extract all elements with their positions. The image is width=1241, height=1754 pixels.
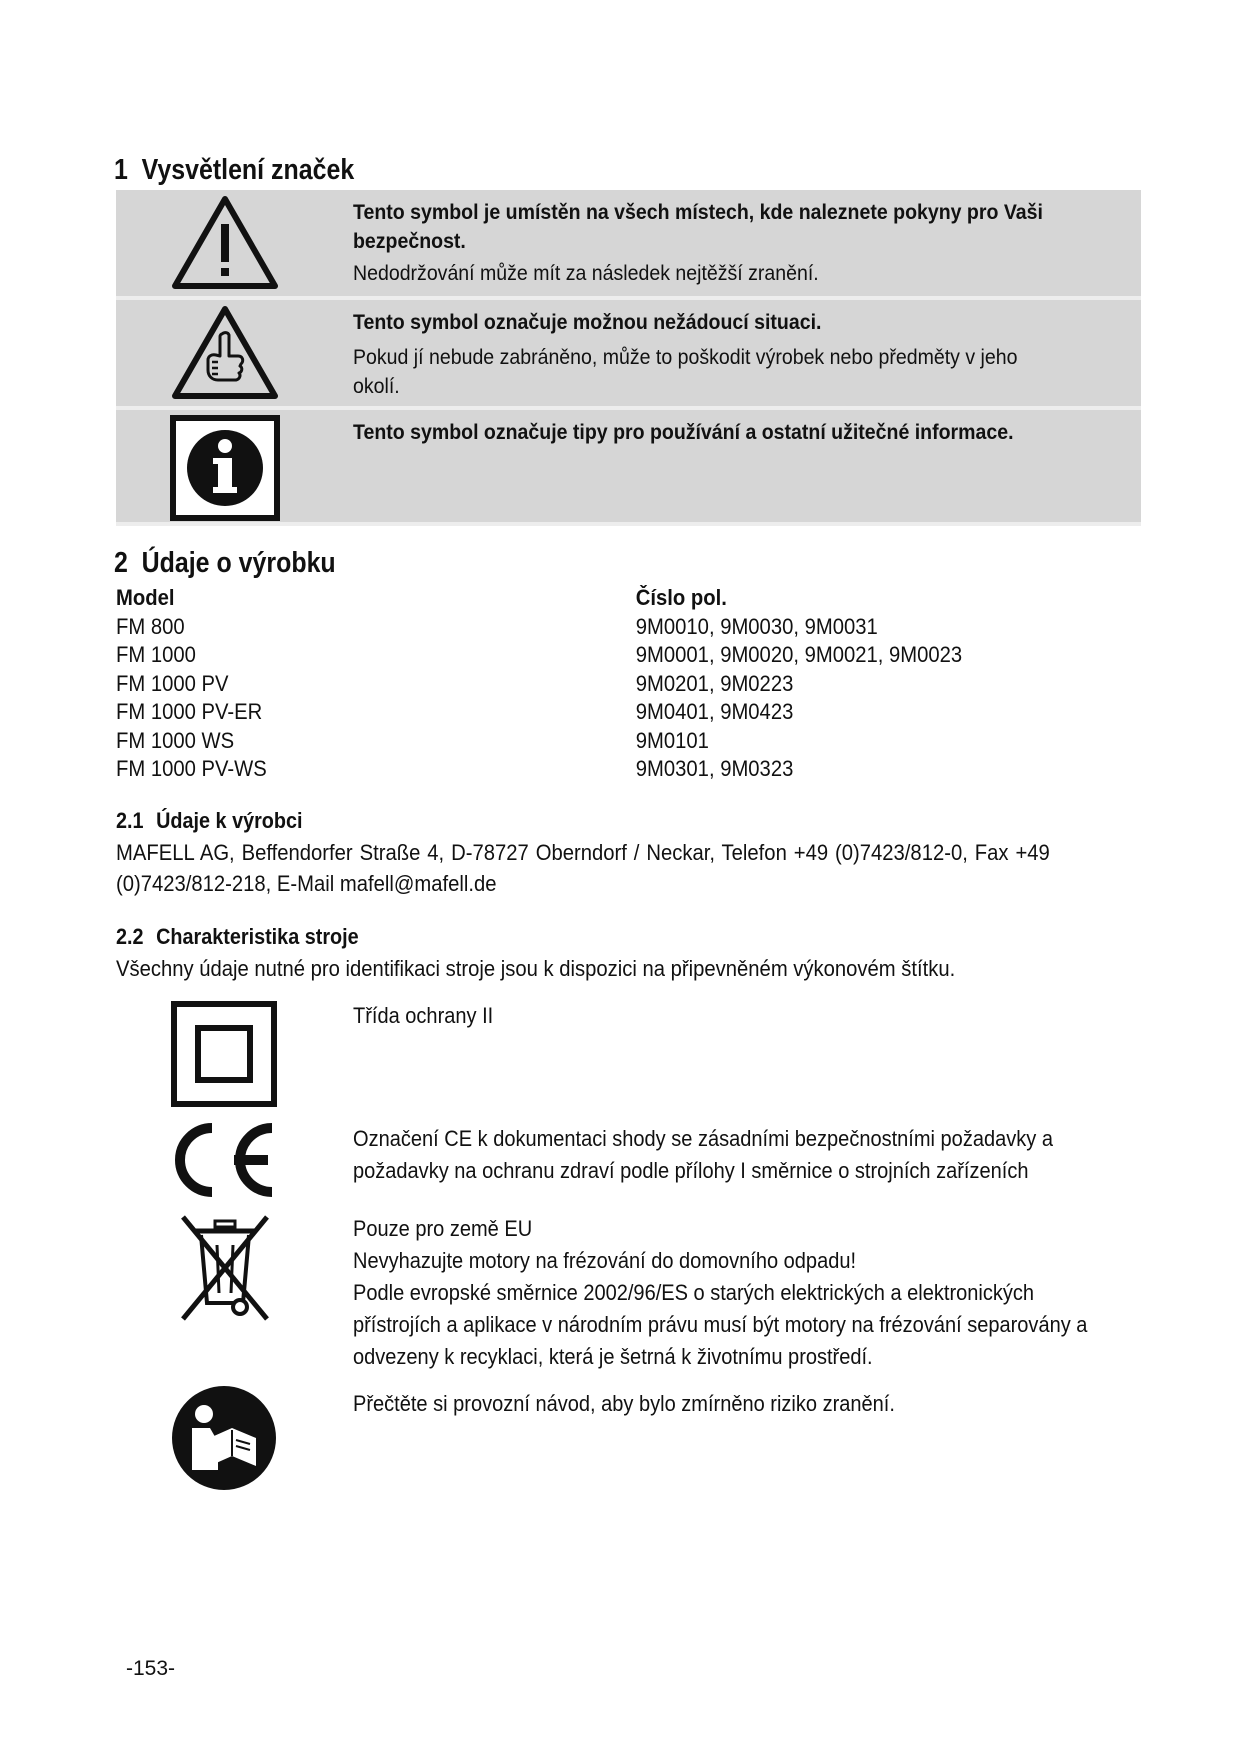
info-icon (170, 415, 280, 521)
subsection-2-1-heading: 2.1 Údaje k výrobci (116, 808, 303, 833)
section-1-heading: 1 Vysvětlení značek (114, 154, 355, 186)
symbol-1-text: Nedodržování může mít za následek nejtěžší zranění. (353, 262, 819, 285)
section-2-heading: 2 Údaje o výrobku (114, 547, 336, 579)
symbol-row-caution (116, 300, 1141, 410)
crossed-bin-icon (175, 1213, 275, 1323)
mark-protection-class-text: Třída ochrany II (353, 1003, 494, 1028)
ce-mark-icon (168, 1120, 280, 1200)
manufacturer-info: MAFELL AG, Beffendorfer Straße 4, D-78727 Oberndorf / Neckar, Telefon +49 (0)7423/812-0, Fax +49 (0)7423/812-218, E-Mail mafell@mafell.de (116, 840, 1050, 896)
section-2-title: Údaje o výrobku (141, 547, 336, 579)
table-row: FM 1000 PV 9M0201, 9M0223 (116, 670, 794, 696)
symbol-3-bold-text: Tento symbol označuje tipy pro používání a ostatní užitečné informace. (353, 421, 1014, 444)
table-row: FM 1000 PV-WS 9M0301, 9M0323 (116, 756, 794, 781)
mark-ce-text: Označení CE k dokumentaci shody se zásadními bezpečnostními požadavky a požadavky na ochranu zdraví podle přílohy I směrnice o strojních zařízeních (353, 1126, 1053, 1183)
machine-characteristics-text: Všechny údaje nutné pro identifikaci stroje jsou k dispozici na připevněném výkonovém štítku. (116, 956, 956, 981)
mark-read-manual-text: Přečtěte si provozní návod, aby bylo zmírněno riziko zranění. (353, 1391, 895, 1416)
symbol-1-bold-text: Tento symbol je umístěn na všech místech, kde naleznete pokyny pro Vaši bezpečnost. (353, 201, 1043, 253)
table-row: FM 1000 PV-ER 9M0401, 9M0423 (116, 699, 794, 724)
read-manual-icon (170, 1384, 278, 1492)
warning-triangle-icon (170, 194, 280, 292)
product-table (116, 584, 1064, 784)
symbol-row-safety (116, 190, 1141, 300)
hand-warning-triangle-icon (170, 304, 280, 402)
protection-class-ii-icon (170, 1000, 278, 1108)
subsection-2-1-title: Údaje k výrobci (156, 808, 303, 833)
table-row: FM 1000 WS 9M0101 (116, 727, 709, 753)
subsection-2-2-heading: 2.2 Charakteristika stroje (116, 924, 359, 949)
page-number: -153- (126, 1657, 176, 1680)
subsection-2-2-title: Charakteristika stroje (156, 924, 359, 949)
table-row: FM 800 9M0010, 9M0030, 9M0031 (116, 613, 878, 639)
item-number-header: Číslo pol. (635, 585, 727, 610)
symbol-2-text: Pokud jí nebude zabráněno, může to poškodit výrobek nebo předměty v jeho okolí. (353, 346, 1018, 398)
table-row: FM 1000 9M0001, 9M0020, 9M0021, 9M0023 (116, 642, 963, 667)
section-1-title: Vysvětlení značek (141, 154, 355, 186)
symbol-2-bold-text: Tento symbol označuje možnou nežádoucí situaci. (353, 311, 822, 334)
model-header: Model (116, 585, 175, 610)
symbol-row-info (116, 410, 1141, 526)
product-table-header (116, 584, 1064, 613)
mark-weee-text: Pouze pro země EU Nevyhazujte motory na frézování do domovního odpadu! Podle evropské směrnice 2002/96/ES o starých elektrických a elektronických přístrojích a aplikace v národním právu musí být motory na frézování separovány a odvezeny k recyklaci, která je šetrná k životnímu prostředí. (353, 1216, 1088, 1369)
